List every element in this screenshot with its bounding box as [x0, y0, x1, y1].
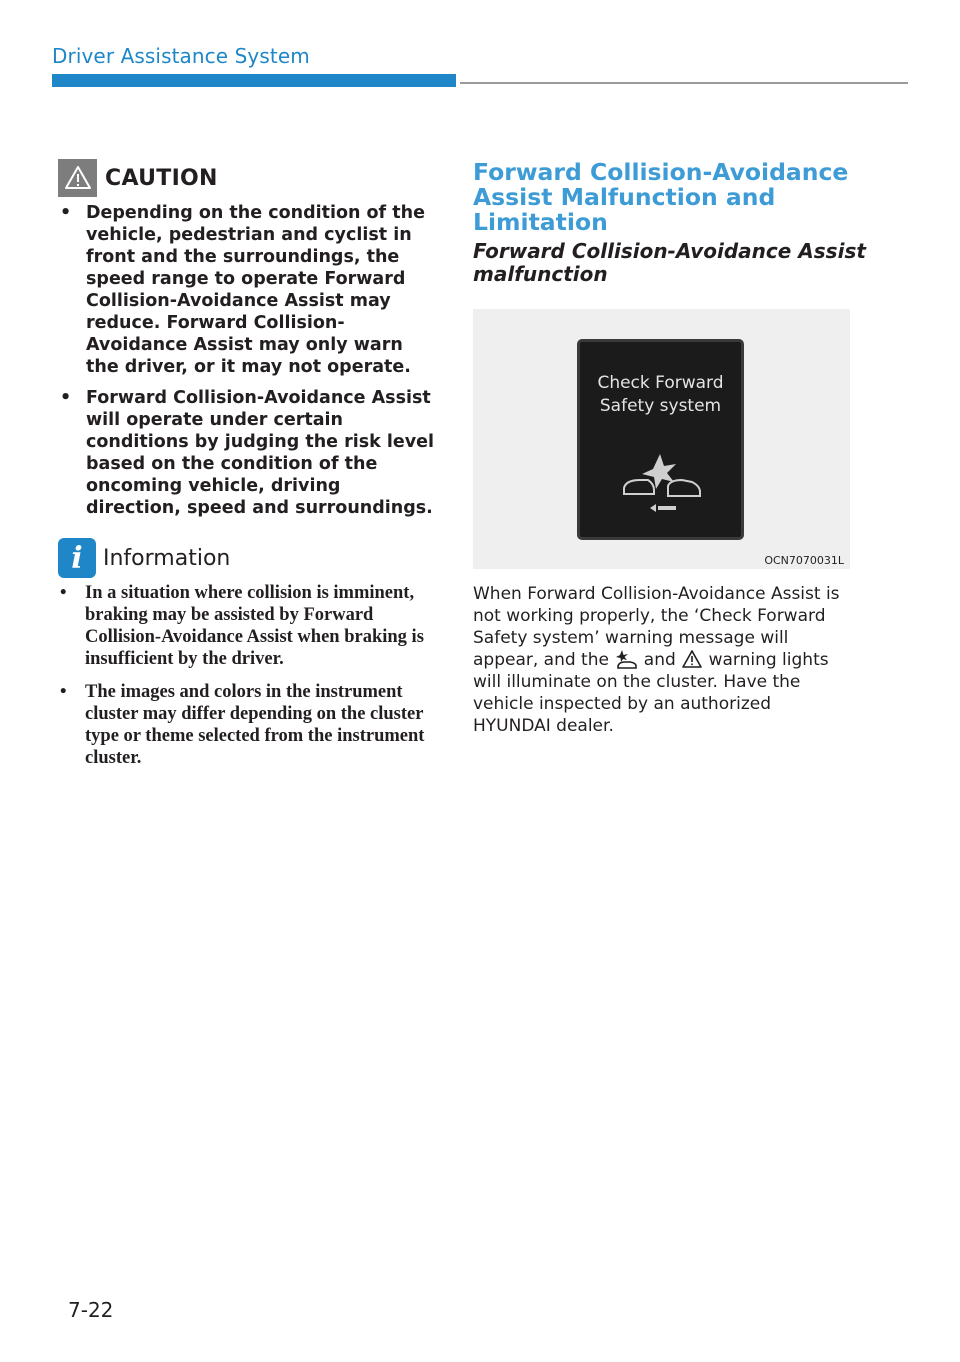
- page-number: 7-22: [68, 1298, 114, 1322]
- master-warning-icon: [681, 649, 703, 669]
- header-rule: [460, 82, 908, 84]
- figure-code: OCN7070031L: [764, 554, 844, 567]
- section-title: Forward Collision-Avoidance Assist Malfunction and Limitation: [473, 158, 849, 236]
- caution-icon: [58, 159, 97, 197]
- information-list: [60, 582, 440, 780]
- collision-graphic-icon: [618, 452, 706, 514]
- information-item: • In a situation where collision is imminent, braking may be assisted by Forward Collision-Avoidance Assist when braking is insufficient by the driver.: [60, 582, 440, 670]
- caution-label: CAUTION: [105, 165, 218, 191]
- info-icon: i: [58, 538, 96, 578]
- header-bar: [52, 74, 456, 87]
- sub-title: Forward Collision-Avoidance Assist malfunction: [473, 239, 866, 286]
- cluster-message-line: Check Forward: [597, 373, 724, 393]
- cluster-display: [577, 339, 744, 540]
- body-paragraph: [473, 583, 853, 737]
- caution-item: • Forward Collision-Avoidance Assist will operate under certain conditions by judging the risk level based on the condition of the oncoming vehicle, driving direction, speed and surroundings.: [60, 387, 440, 519]
- running-header: Driver Assistance System: [52, 44, 310, 68]
- caution-item: • Depending on the condition of the vehicle, pedestrian and cyclist in front and the surroundings, the speed range to operate Forward Collision-Avoidance Assist may reduce. Forward Collision-Avoidance Assist may only warn the driver, or it may not operate.: [60, 202, 440, 378]
- cluster-figure: [473, 309, 850, 569]
- fca-warning-light-icon: [614, 649, 638, 669]
- information-heading: [58, 538, 230, 578]
- caution-list: [60, 202, 440, 528]
- cluster-message: [580, 372, 741, 418]
- caution-heading: [58, 159, 218, 197]
- information-label: Information: [103, 545, 231, 571]
- body-text-part: and: [643, 650, 676, 670]
- information-item: • The images and colors in the instrument cluster may differ depending on the cluster type or theme selected from the instrument cluster.: [60, 681, 440, 769]
- cluster-message-line: Safety system: [599, 396, 722, 416]
- body-text-part: warning lights will illuminate on the cluster. Have the vehicle inspected by an authorized HYUNDAI dealer.: [473, 650, 829, 736]
- body-text-part: When Forward Collision-Avoidance Assist is not working properly, the ‘Check Forward Safety system’ warning message will appear, and the: [473, 584, 840, 670]
